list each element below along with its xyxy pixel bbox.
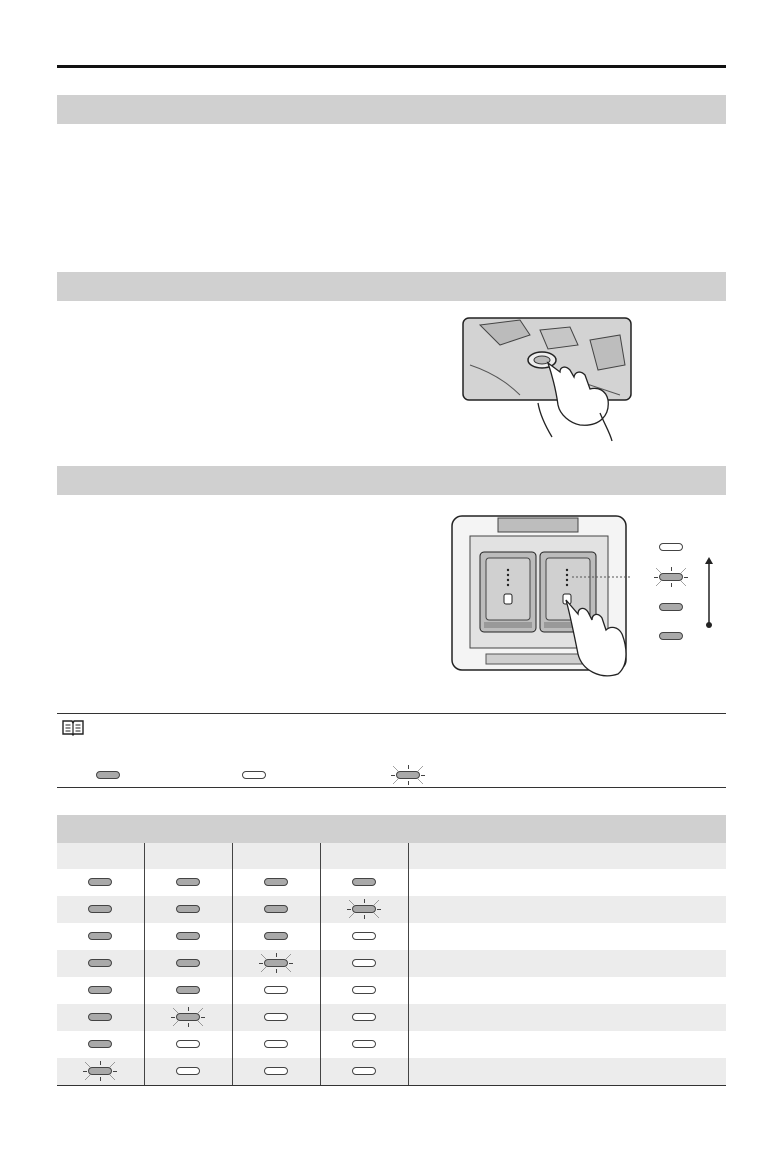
led-1-on — [88, 959, 112, 967]
led-3-off — [264, 986, 288, 994]
led-4-off — [352, 1067, 376, 1075]
table-row — [57, 950, 726, 977]
led-4-blink — [352, 905, 376, 913]
side-led-1 — [659, 632, 683, 640]
led-3-off — [264, 1040, 288, 1048]
led-1-on — [88, 1040, 112, 1048]
legend-led-blinking — [396, 771, 420, 779]
led-1-on — [88, 878, 112, 886]
led-1-on — [88, 932, 112, 940]
led-1-on — [88, 1013, 112, 1021]
led-2-off — [176, 1067, 200, 1075]
led-2-on — [176, 878, 200, 886]
table-row — [57, 923, 726, 950]
battery-level-table — [57, 815, 726, 1086]
table-subheader — [57, 843, 726, 869]
led-3-off — [264, 1067, 288, 1075]
table-row — [57, 1031, 726, 1058]
table-row — [57, 869, 726, 896]
led-4-off — [352, 959, 376, 967]
led-1-blink — [88, 1067, 112, 1075]
table-row — [57, 977, 726, 1004]
section-band-3 — [57, 466, 726, 495]
header-rule — [57, 65, 726, 68]
table-row — [57, 1058, 726, 1085]
led-3-blink — [264, 959, 288, 967]
section-band-1 — [57, 95, 726, 124]
legend-led-on — [96, 771, 120, 779]
power-button-illustration — [460, 315, 635, 445]
table-body — [57, 869, 726, 1085]
led-2-on — [176, 932, 200, 940]
led-2-blink — [176, 1013, 200, 1021]
note-bottom-rule — [57, 787, 726, 788]
battery-bay-illustration — [450, 514, 630, 682]
led-1-on — [88, 986, 112, 994]
led-4-off — [352, 1040, 376, 1048]
led-3-on — [264, 905, 288, 913]
table-row — [57, 896, 726, 923]
led-4-off — [352, 1013, 376, 1021]
table-header — [57, 815, 726, 843]
side-led-2 — [659, 603, 683, 611]
table-row — [57, 1004, 726, 1031]
table-bottom-rule — [57, 1085, 726, 1086]
side-led-4 — [659, 543, 683, 551]
led-2-off — [176, 1040, 200, 1048]
book-icon — [62, 719, 84, 736]
led-4-off — [352, 986, 376, 994]
arrow-up-icon — [702, 556, 716, 630]
section-band-2 — [57, 272, 726, 301]
side-led-3 — [659, 573, 683, 581]
led-2-on — [176, 959, 200, 967]
led-2-on — [176, 986, 200, 994]
led-1-on — [88, 905, 112, 913]
led-3-on — [264, 932, 288, 940]
legend-led-off — [242, 771, 266, 779]
led-3-on — [264, 878, 288, 886]
note-top-rule — [57, 713, 726, 714]
led-3-off — [264, 1013, 288, 1021]
led-4-off — [352, 932, 376, 940]
led-2-on — [176, 905, 200, 913]
led-4-on — [352, 878, 376, 886]
